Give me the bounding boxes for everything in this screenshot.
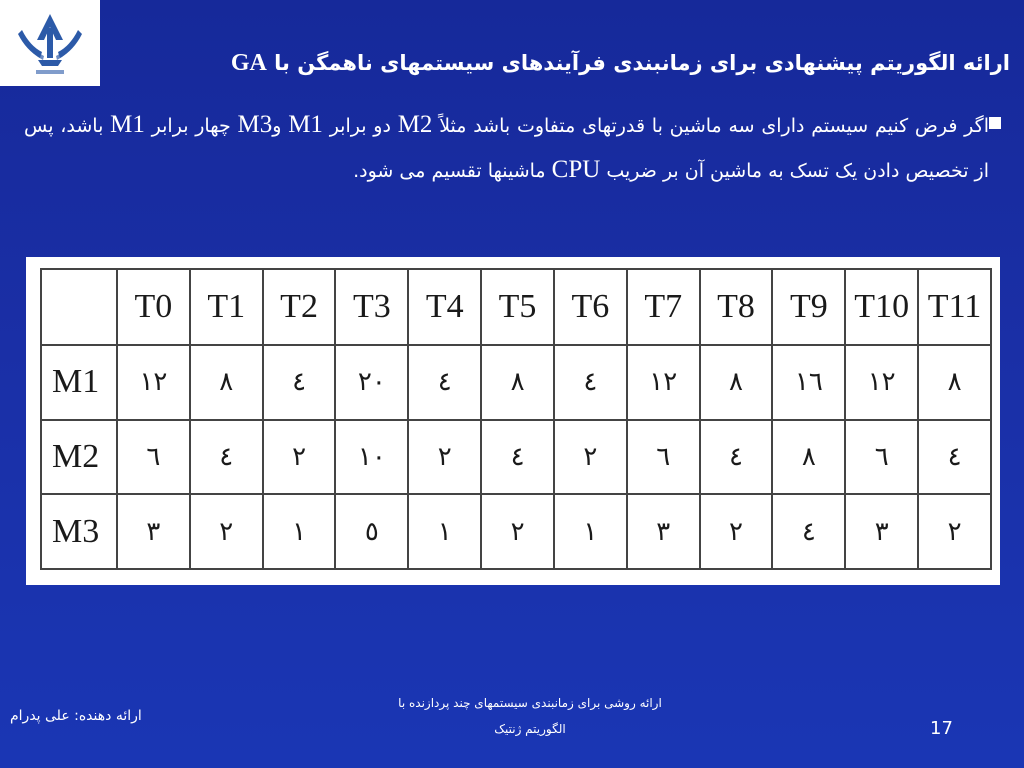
table-cell: ٦ <box>117 420 190 495</box>
table-cell: ۲ <box>700 494 773 569</box>
table-cell: ٤ <box>772 494 845 569</box>
footer-caption-line2: الگوریتم ژنتیک <box>494 722 566 736</box>
table-cell: ۸ <box>190 345 263 420</box>
table-cell: ۱۲ <box>117 345 190 420</box>
table-header-cell: T1 <box>190 269 263 345</box>
machine-label: M1 <box>41 345 117 420</box>
table-header-cell: T9 <box>772 269 845 345</box>
table-header-cell: T6 <box>554 269 627 345</box>
table-cell: ۳ <box>117 494 190 569</box>
table-cell: ۲ <box>263 420 336 495</box>
task-cost-table <box>40 268 992 570</box>
table-header-cell: T0 <box>117 269 190 345</box>
task-cost-table-container <box>26 257 1000 585</box>
table-cell: ٤ <box>190 420 263 495</box>
table-header-cell: T4 <box>408 269 481 345</box>
slide-title: ارائه الگوریتم پیشنهادی برای زمانبندی فرآیندهای سیستمهای ناهمگن با GA <box>230 50 1010 76</box>
table-cell: ۲ <box>481 494 554 569</box>
table-cell: ٤ <box>554 345 627 420</box>
table-header-cell: T7 <box>627 269 700 345</box>
table-cell: ۸ <box>481 345 554 420</box>
table-cell: ۸ <box>918 345 991 420</box>
table-corner-cell <box>41 269 117 345</box>
table-cell: ۲ <box>554 420 627 495</box>
table-row <box>41 345 991 420</box>
table-cell: ٤ <box>263 345 336 420</box>
table-header-cell: T3 <box>335 269 408 345</box>
table-row <box>41 494 991 569</box>
table-header-cell: T5 <box>481 269 554 345</box>
table-row <box>41 420 991 495</box>
table-header-cell: T8 <box>700 269 773 345</box>
machine-label: M3 <box>41 494 117 569</box>
page-number: 17 <box>930 718 953 739</box>
table-cell: ٦ <box>845 420 918 495</box>
presenter-name: ارائه دهنده: علی پدرام <box>10 708 142 724</box>
title-ga: GA <box>230 50 267 76</box>
table-cell: ٤ <box>918 420 991 495</box>
table-cell: ۱ <box>554 494 627 569</box>
table-cell: ٤ <box>408 345 481 420</box>
table-header-row <box>41 269 991 345</box>
slide-paragraph: اگر فرض کنیم سیستم دارای سه ماشین با قدرتهای متفاوت باشد مثلاً M2 دو برابر M1 وM3 چهار برابر M1 باشد، پس از تخصیص دادن یک تسک به ماشین آن بر ضریب CPU ماشینها تقسیم می شود. <box>24 111 989 183</box>
table-cell: ۱ <box>408 494 481 569</box>
university-logo <box>0 0 100 86</box>
table-cell: ٥ <box>335 494 408 569</box>
table-cell: ٤ <box>481 420 554 495</box>
table-cell: ۲ <box>190 494 263 569</box>
machine-label: M2 <box>41 420 117 495</box>
table-cell: ۳ <box>627 494 700 569</box>
table-cell: ۱ <box>263 494 336 569</box>
table-cell: ۱۲ <box>845 345 918 420</box>
table-cell: ٦ <box>627 420 700 495</box>
footer-caption <box>370 690 690 742</box>
bullet-square-icon <box>989 117 1001 129</box>
table-header-cell: T10 <box>845 269 918 345</box>
table-cell: ۸ <box>772 420 845 495</box>
table-cell: ۸ <box>700 345 773 420</box>
table-cell: ۱۰ <box>335 420 408 495</box>
table-header-cell: T11 <box>918 269 991 345</box>
table-cell: ۳ <box>845 494 918 569</box>
table-cell: ۱۲ <box>627 345 700 420</box>
table-cell: ۲ <box>918 494 991 569</box>
table-cell: ٤ <box>700 420 773 495</box>
table-cell: ۲۰ <box>335 345 408 420</box>
table-cell: ۲ <box>408 420 481 495</box>
table-header-cell: T2 <box>263 269 336 345</box>
university-emblem-icon <box>0 0 100 86</box>
table-cell: ۱٦ <box>772 345 845 420</box>
footer-caption-line1: ارائه روشی برای زمانبندی سیستمهای چند پردازنده با <box>398 696 662 710</box>
